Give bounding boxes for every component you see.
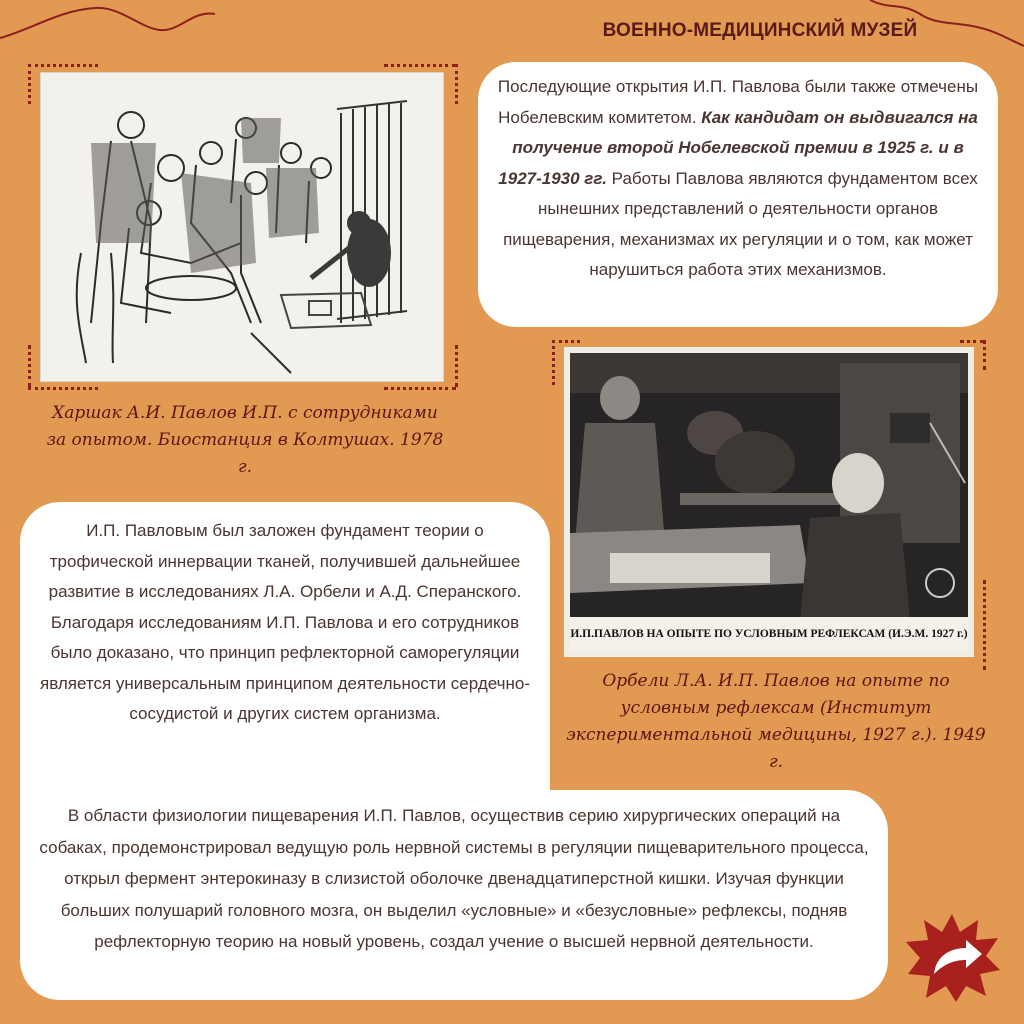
top-card-emphasis: Как кандидат он выдвигался на получение второй Нобелевской премии в 1925 г. и в 1927-1930 гг. — [498, 107, 978, 188]
historical-photo — [564, 347, 974, 657]
photo-illustration — [570, 353, 968, 619]
frame-dots — [384, 387, 456, 391]
top-card-paragraph — [496, 72, 980, 286]
top-card-text-start: Последующие открытия И.П. Павлова были также отмечены Нобелевским комитетом. — [497, 77, 979, 127]
share-arrow-icon — [902, 912, 1002, 1002]
frame-dots — [982, 340, 986, 370]
frame-dots — [28, 64, 32, 104]
frame-dots — [28, 64, 98, 68]
photo-label: И.П.ПАВЛОВ НА ОПЫТЕ ПО УСЛОВНЫМ РЕФЛЕКСАМ (И.Э.М. 1927 г.) — [570, 617, 968, 651]
middle-card-paragraph: И.П. Павловым был заложен фундамент теории о трофической иннервации тканей, получившей дальнейшее развитие в исследованиях Л.А. Орбели и А.Д. Сперанского. Благодаря исследованиям И.П. Павлова и его сотрудников было доказано, что принцип рефлекторной саморегуляции является универсальным принципом деятельности сердечно-сосудистой и других систем организма. — [40, 521, 530, 723]
middle-text-card — [20, 502, 550, 802]
frame-dots — [384, 64, 456, 68]
frame-dots — [552, 340, 556, 385]
frame-dots — [454, 345, 458, 387]
frame-dots — [28, 387, 98, 391]
top-text-card — [478, 62, 998, 327]
bottom-card-paragraph: В области физиологии пищеварения И.П. Павлов, осуществив серию хирургических операций на собаках, продемонстрировал ведущую роль нервной системы в регуляции пищеварительного процесса, открыл фермент энтерокиназу в слизистой оболочке двенадцатиперстной кишки. Изучая функции больших полушарий головного мозга, он выделил «условные» и «безусловные» рефлексы, подняв рефлекторную теорию на новый уровень, создал учение о высшей нервной деятельности. — [39, 806, 869, 951]
frame-dots — [552, 340, 580, 344]
sketch-illustration — [41, 73, 443, 381]
frame-dots — [454, 64, 458, 104]
frame-dots — [960, 340, 984, 344]
top-card-text-end: Работы Павлова являются фундаментом всех нынешних представлений о деятельности органов пищеварения, механизмах их регуляции и о том, как может нарушиться работа этих механизмов. — [503, 168, 978, 279]
share-button[interactable] — [902, 912, 1002, 1002]
image2-caption: Орбели Л.А. И.П. Павлов на опыте по условным рефлексам (Институт экспериментальной медицины, 1927 г.). 1949 г. — [566, 671, 986, 772]
bottom-text-card — [20, 790, 888, 1000]
image1-caption: Харшак А.И. Павлов И.П. с сотрудниками за опытом. Биостанция в Колтушах. 1978 г. — [46, 403, 444, 477]
page-title: ВОЕННО-МЕДИЦИНСКИЙ МУЗЕЙ — [602, 20, 918, 41]
frame-dots — [28, 345, 32, 387]
sketch-image — [40, 72, 444, 382]
frame-dots — [982, 580, 986, 670]
